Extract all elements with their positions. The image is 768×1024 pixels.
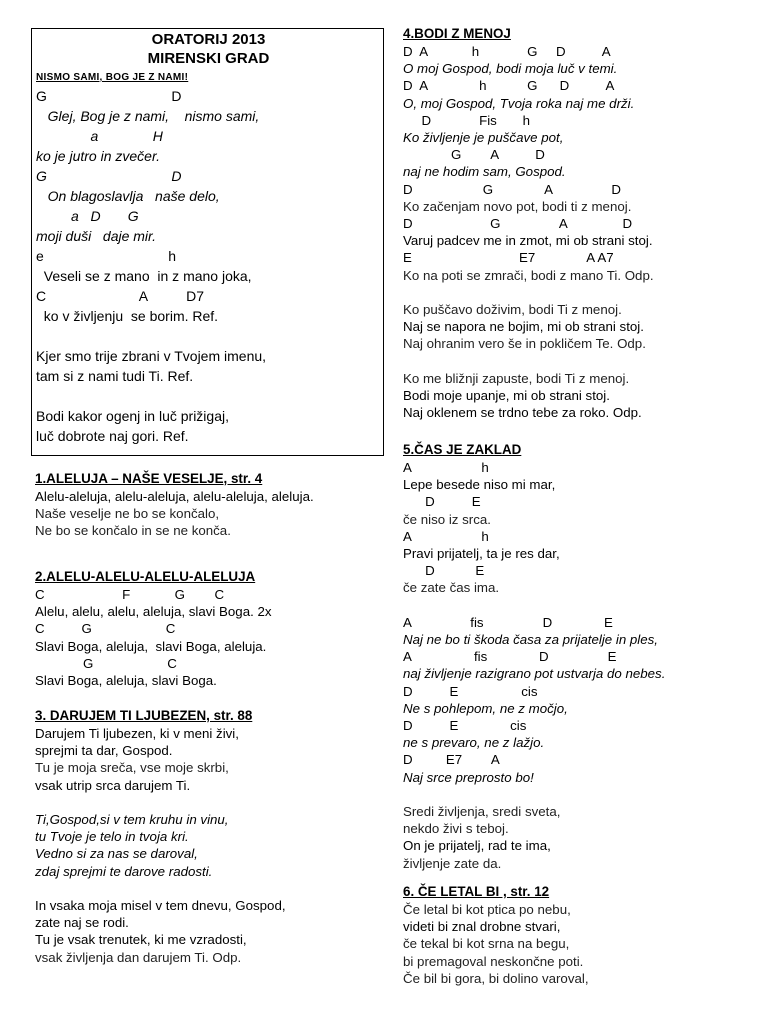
lyric-line: Ko puščavo doživim, bodi Ti z menoj. [403,302,622,318]
lyric-line: Slavi Boga, aleluja, slavi Boga. [35,673,217,689]
lyric-line: če niso iz srca. [403,511,491,527]
lyric-line: A h [403,528,489,544]
lyric-line [403,597,743,614]
lyric-line: tu Tvoje je telo in tvoja kri. [35,829,189,845]
song-section [403,25,743,421]
lyric-line: Lepe besede niso mi mar, [403,477,556,493]
lyric-line [403,353,743,370]
lyric-line: D Fis h [403,112,531,128]
lyric-line: A fis D E [403,614,613,630]
document-title: ORATORIJ 2013 [151,31,266,48]
lyric-line: G D [36,88,182,104]
lyric-line: zdaj sprejmi te darove radosti. [35,863,213,879]
lyric-line [403,284,743,301]
lyric-line: D G A D [403,181,621,197]
song-heading: 3. DARUJEM TI LJUBEZEN, str. 88 [35,708,253,723]
lyric-line: Kjer smo trije zbrani v Tvojem imenu, [36,348,267,364]
lyric-line: ko v življenju se borim. Ref. [36,308,219,324]
lyric-line: D E cis [403,718,527,734]
song-section [35,707,385,966]
lyric-line: Naj se napora ne bojim, mi ob strani stoj. [403,319,644,335]
lyric-line: sprejmi ta dar, Gospod. [35,743,173,759]
chorus-lyrics [36,86,381,446]
lyric-line: Veseli se z mano in z mano joka, [36,268,252,284]
lyric-line [35,794,385,811]
lyric-line: če tekal bi kot srna na begu, [403,936,570,952]
lyric-line [403,786,743,803]
lyric-line [36,386,381,406]
lyric-line: Ko življenje je puščave pot, [403,130,564,146]
lyric-line: Naj srce preprosto bo! [403,769,534,785]
lyric-line: G C [35,655,177,671]
song-section [403,441,743,872]
song-section [403,883,743,987]
lyric-line: In vsaka moja misel v tem dnevu, Gospod, [35,898,286,914]
lyric-line: vsak utrip srca darujem Ti. [35,777,191,793]
lyric-line: a D G [36,208,139,224]
lyric-line: Glej, Bog je z nami, nismo sami, [36,108,260,124]
lyric-line: O, moj Gospod, Tvoja roka naj me drži. [403,95,635,111]
lyric-line: C F G C [35,587,225,602]
lyric-line: On je prijatelj, rad te ima, [403,838,551,854]
lyric-line: Naše veselje ne bo se končalo, [35,506,220,522]
lyric-line: Pravi prijatelj, ta je res dar, [403,546,560,562]
lyric-line: e h [36,248,177,264]
lyric-line: Ne s pohlepom, ne z močjo, [403,700,568,716]
lyric-line: vsak življenja dan darujem Ti. Odp. [35,949,242,965]
lyric-line: če zate čas ima. [403,580,500,596]
song-heading: 5.ČAS JE ZAKLAD [403,442,522,457]
lyric-line: Alelu, alelu, alelu, aleluja, slavi Boga. 2x [35,604,272,620]
lyric-line: Vedno si za nas se daroval, [35,846,198,862]
lyric-line: nekdo živi s teboj. [403,821,509,837]
lyric-line: naj življenje razigrano pot ustvarja do nebes. [403,666,666,682]
lyric-line: D E cis [403,683,538,699]
lyric-line: moji duši daje mir. [36,228,157,244]
lyric-line: D E [403,563,485,579]
lyric-line [36,326,381,346]
lyric-line: On blagoslavlja naše delo, [36,188,220,204]
lyric-line: videti bi znal drobne stvari, [403,919,561,935]
lyric-line: Tu je moja sreča, vse moje skrbi, [35,760,229,776]
chorus-content [36,30,381,446]
lyric-line: D A h G D A [403,78,615,94]
song-section [35,470,385,540]
lyric-line: D E [403,494,481,510]
lyric-line: Varuj padcev me in zmot, mi ob strani stoj. [403,233,653,249]
lyric-line: Ti,Gospod,si v tem kruhu in vinu, [35,812,229,828]
lyric-line: zate naj se rodi. [35,915,129,931]
lyric-line: Alelu-aleluja, alelu-aleluja, alelu-aleluja, aleluja. [35,489,314,504]
lyric-line: Ko me bližnji zapuste, bodi Ti z menoj. [403,370,630,386]
lyric-line: naj ne hodim sam, Gospod. [403,164,566,180]
song-heading: 1.ALELUJA – NAŠE VESELJE, str. 4 [35,471,263,486]
lyric-line: Bodi moje upanje, mi ob strani stoj. [403,388,610,404]
lyric-line: a H [36,128,163,144]
lyric-line: življenje zate da. [403,855,502,871]
lyric-line: Naj ne bo ti škoda časa za prijatelje in ples, [403,632,658,648]
lyric-line: A fis D E [403,649,617,665]
song-heading: 2.ALELU-ALELU-ALELU-ALELUJA [35,569,256,584]
lyric-line: ko je jutro in zvečer. [36,148,160,164]
lyric-line: C A D7 [36,288,205,304]
lyric-line: Naj oklenem se trdno tebe za roko. Odp. [403,405,642,421]
lyric-line: Bodi kakor ogenj in luč prižigaj, [36,408,229,424]
lyric-line: Ne bo se končalo in se ne konča. [35,523,231,539]
lyric-line: Naj ohranim vero še in pokličem Te. Odp. [403,336,646,352]
lyric-line: Darujem Ti ljubezen, ki v meni živi, [35,726,239,741]
lyric-line: bi premagoval neskončne poti. [403,953,584,969]
lyric-line: Če letal bi kot ptica po nebu, [403,902,571,917]
lyric-line: Ko na poti se zmrači, bodi z mano Ti. Odp. [403,267,654,283]
lyric-line: G D [36,168,182,184]
song-title-nismo-sami: NISMO SAMI, BOG JE Z NAMI! [36,72,189,83]
lyric-line: Če bil bi gora, bi dolino varoval, [403,970,589,986]
lyric-line: Sredi življenja, sredi sveta, [403,804,561,820]
document-subtitle: MIRENSKI GRAD [147,50,270,67]
lyric-line: luč dobrote naj gori. Ref. [36,428,189,444]
song-heading: 4.BODI Z MENOJ [403,26,511,41]
lyric-line: D E7 A [403,752,500,768]
lyric-line: Ko začenjam novo pot, bodi ti z menoj. [403,198,632,214]
lyric-line: Slavi Boga, aleluja, slavi Boga, aleluja. [35,638,267,654]
lyric-line: D G A D [403,216,633,232]
lyric-line: C G C [35,621,176,637]
lyric-line: E E7 A A7 [403,250,614,266]
lyric-line [35,880,385,897]
lyric-line: O moj Gospod, bodi moja luč v temi. [403,61,618,77]
lyric-line: A h [403,460,489,475]
song-section [35,568,385,689]
song-heading: 6. ČE LETAL BI , str. 12 [403,884,550,899]
lyric-line: D A h G D A [403,44,611,59]
lyric-line: Tu je vsak trenutek, ki me vzradosti, [35,932,247,948]
lyric-line: G A D [403,147,545,163]
lyric-line: ne s prevaro, ne z lažjo. [403,735,545,751]
lyric-line: tam si z nami tudi Ti. Ref. [36,368,194,384]
